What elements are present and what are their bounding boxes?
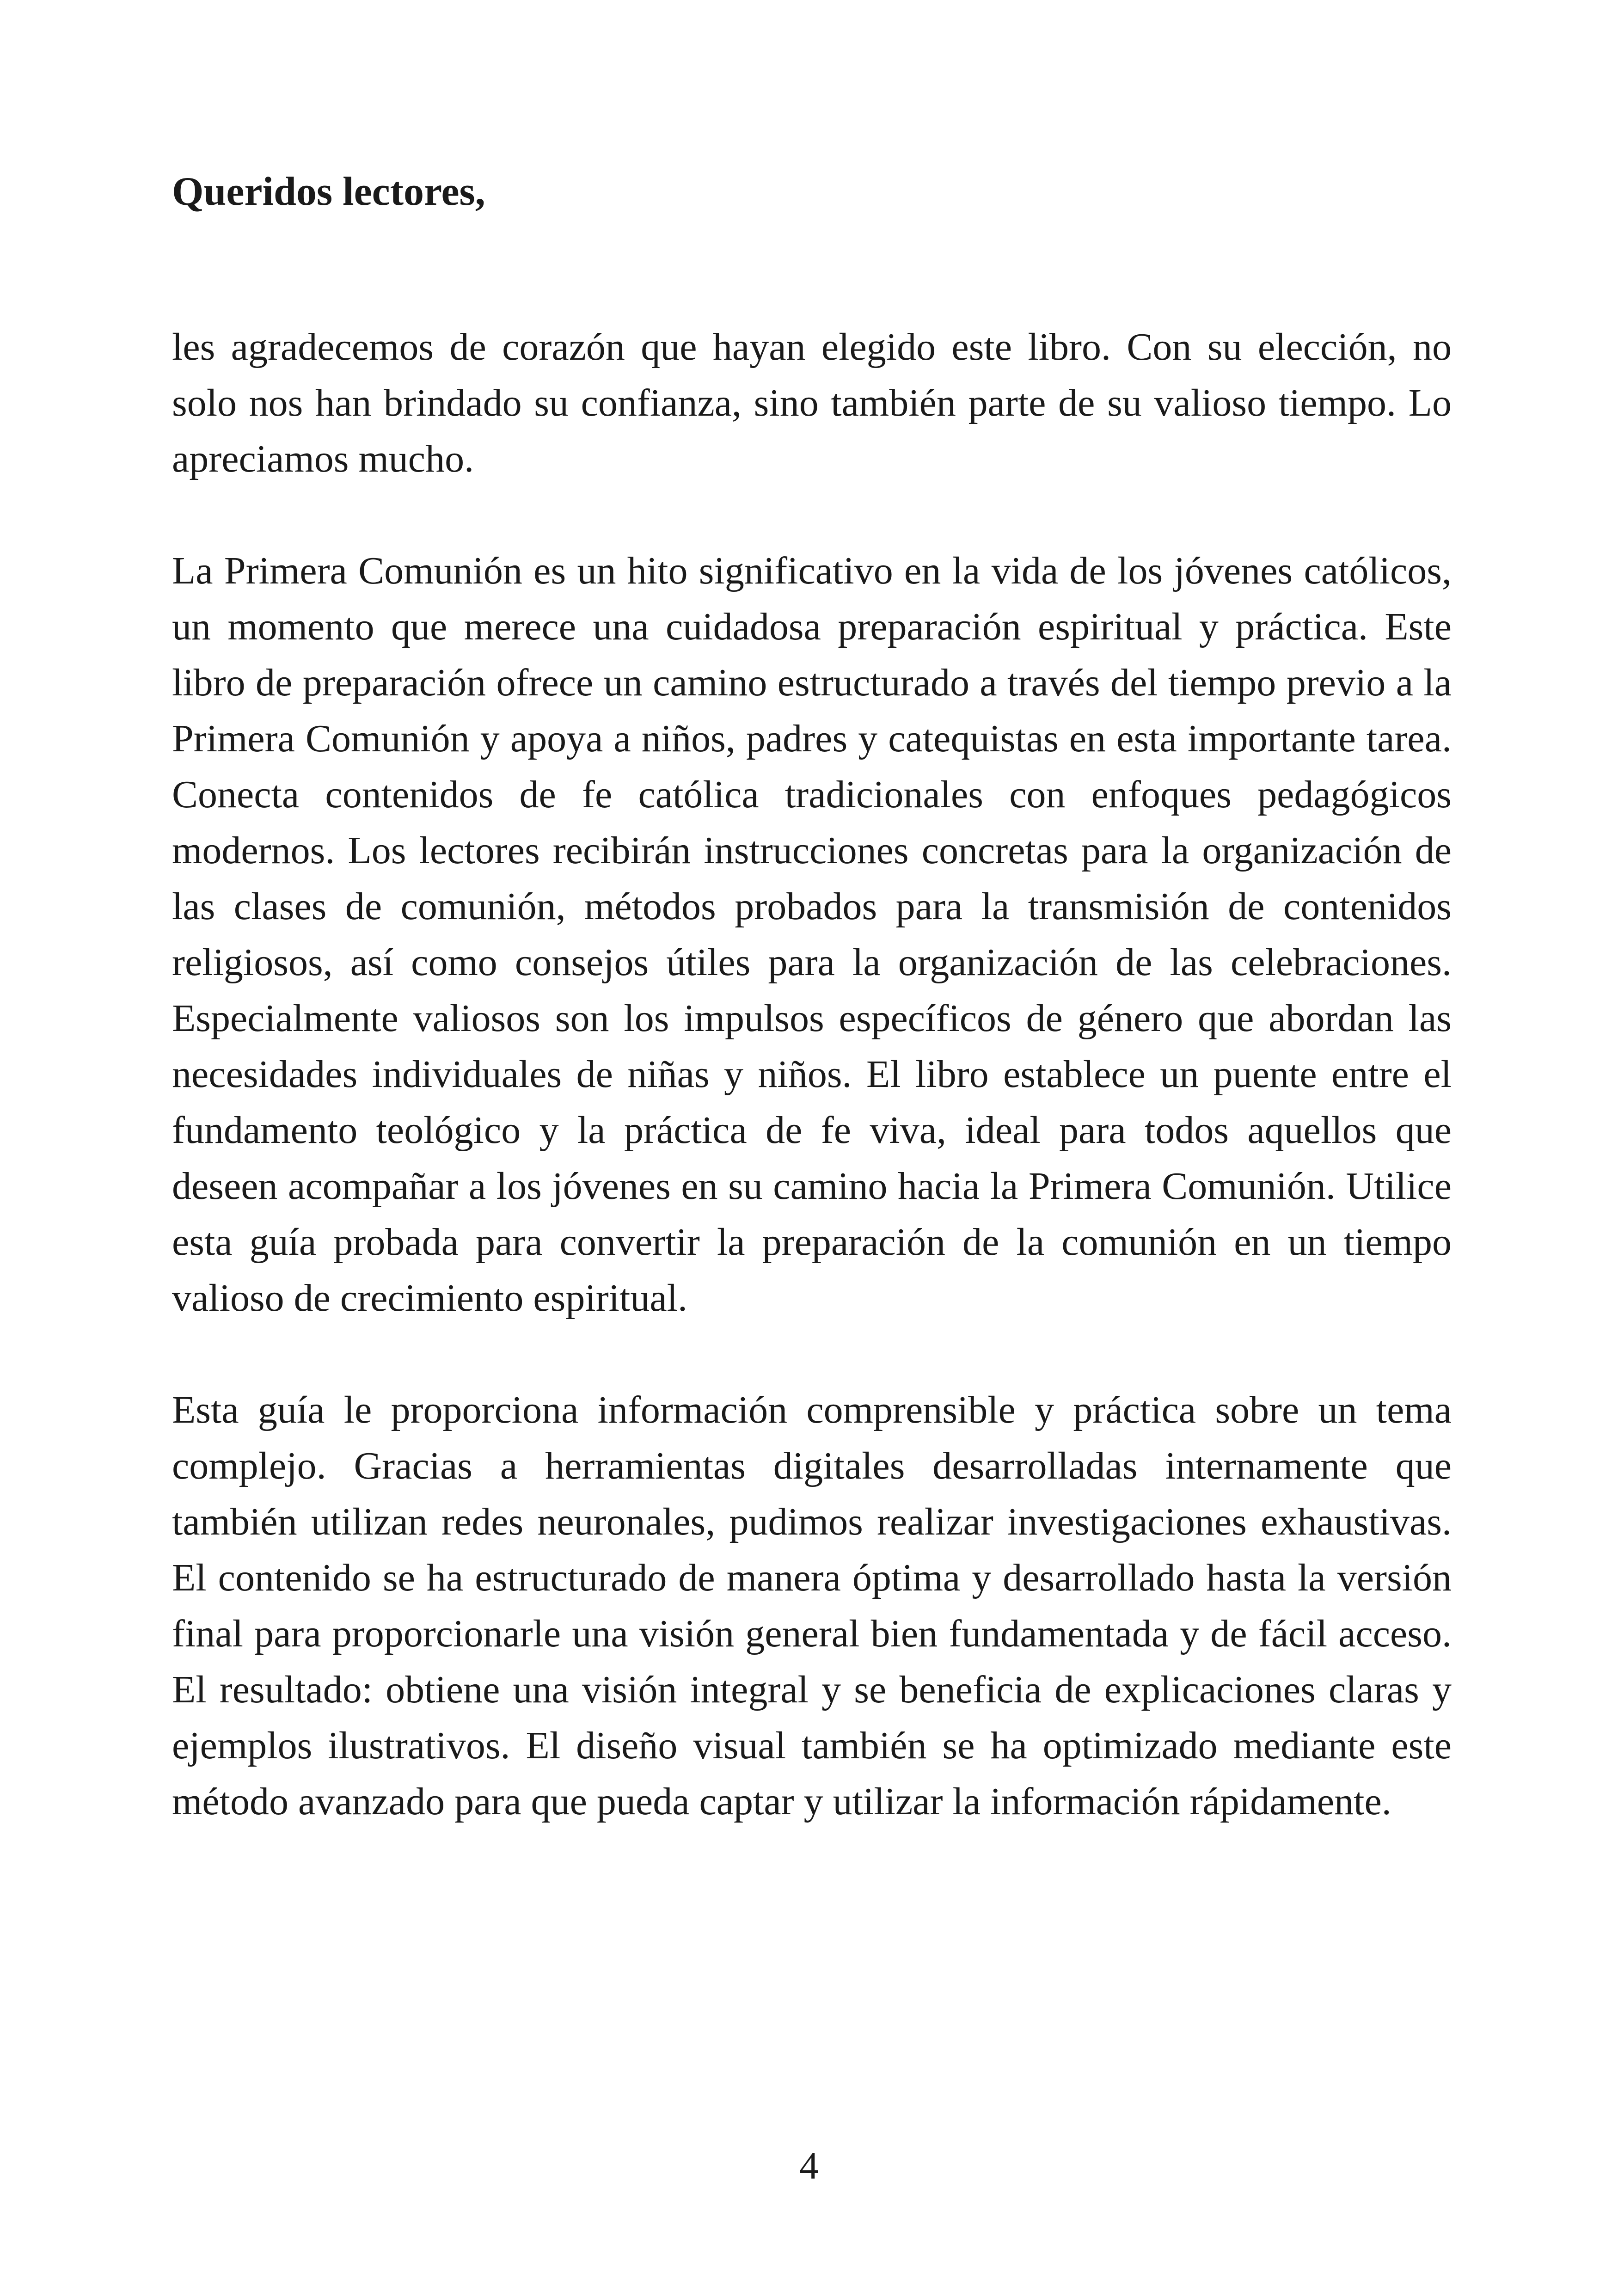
page-heading: Queridos lectores, [172,169,485,214]
paragraph-guide-info: Esta guía le proporciona información comprensible y práctica sobre un tema complejo. Gracias a herramientas digitales desarrolladas internamente que también utilizan redes neuronales, pudimos realizar investigaciones exhaustivas. El contenido se ha estructurado de manera óptima y desarrollado hasta la versión final para proporcionarle una visión general bien fundamentada y de fácil acceso. El resultado: obtiene una visión integral y se beneficia de explicaciones claras y ejemplos ilustrativos. El diseño visual también se ha optimizado mediante este método avanzado para que pueda captar y utilizar la información rápidamente. [172,1388,1452,1823]
page-number: 4 [799,2144,819,2187]
paragraph-first-communion: La Primera Comunión es un hito significativo en la vida de los jóvenes católicos, un momento que merece una cuidadosa preparación espiritual y práctica. Este libro de preparación ofrece un camino estructurado a través del tiempo previo a la Primera Comunión y apoya a niños, padres y catequistas en esta importante tarea. Conecta contenidos de fe católica tradicionales con enfoques pedagógicos modernos. Los lectores recibirán instrucciones concretas para la organización de las clases de comunión, métodos probados para la transmisión de contenidos religiosos, así como consejos útiles para la organización de las celebraciones. Especialmente valiosos son los impulsos específicos de género que abordan las necesidades individuales de niñas y niños. El libro establece un puente entre el fundamento teológico y la práctica de fe viva, ideal para todos aquellos que deseen acompañar a los jóvenes en su camino hacia la Primera Comunión. Utilice esta guía probada para convertir la preparación de la comunión en un tiempo valioso de crecimiento espiritual. [172,549,1452,1320]
paragraph-thanks: les agradecemos de corazón que hayan elegido este libro. Con su elección, no solo nos han brindado su confianza, sino también parte de su valioso tiempo. Lo apreciamos mucho. [172,325,1452,480]
page-content [172,164,1452,1829]
